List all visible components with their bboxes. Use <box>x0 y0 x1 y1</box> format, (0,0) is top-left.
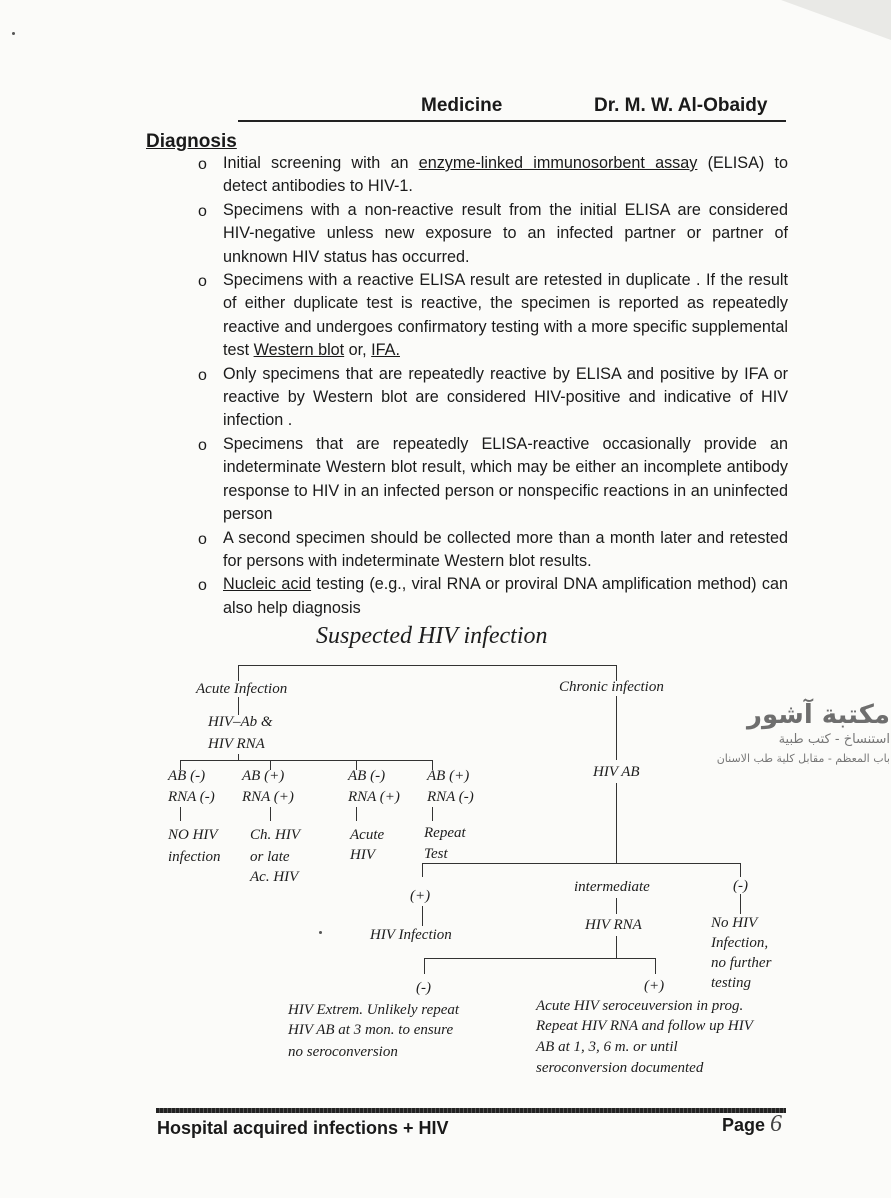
negative-outcome-line-3: no seroconversion <box>288 1044 398 1060</box>
list-item: o Only specimens that are repeatedly reactive by ELISA and positive by IFA or reactive by Western blot are considered HIV-positive and indicative of HIV infection . <box>198 364 788 430</box>
connector-line <box>238 665 616 666</box>
bullet-marker: o <box>198 202 207 220</box>
acute-test-line-2: HIV RNA <box>208 736 265 752</box>
case-3-ab: AB (-) <box>348 768 386 784</box>
header-subject: Medicine <box>421 95 503 116</box>
case-2-ab: AB (+) <box>242 768 285 784</box>
footer-title: Hospital acquired infections + HIV <box>157 1118 449 1138</box>
result-2-line-1: Ch. HIV <box>250 827 300 843</box>
case-3-rna: RNA (+) <box>348 789 400 805</box>
acute-infection-label: Acute Infection <box>196 681 288 697</box>
bullet-marker: o <box>198 436 207 454</box>
connector-line <box>356 807 357 821</box>
connector-line <box>422 863 740 864</box>
hiv-diagnosis-flowchart <box>0 620 891 1090</box>
list-item: o Specimens that are repeatedly ELISA-reactive occasionally provide an indeterminate Western blot result, which may be either an incomplete antibody response to HIV in an infected person or nonspecific reactions in an uninfected person <box>198 434 788 524</box>
stamp-line-3: باب المعظم - مقابل كلية طب الاسنان <box>716 752 890 765</box>
list-item: o A second specimen should be collected more than a month later and retested for persons with indeterminate Western blot results. <box>198 528 788 570</box>
case-1-rna: RNA (-) <box>168 789 215 805</box>
no-infection-line-2: Infection, <box>711 935 769 951</box>
no-infection-line-3: no further <box>711 955 772 971</box>
acute-test-line-1: HIV–Ab & <box>208 714 273 730</box>
bullet-marker: o <box>198 530 207 548</box>
ab-negative-label: (-) <box>733 878 748 894</box>
bullet-marker: o <box>198 156 207 173</box>
list-item: o Nucleic acid testing (e.g., viral RNA or proviral DNA amplification method) can also help diagnosis <box>198 575 788 617</box>
diagnosis-list <box>198 152 788 620</box>
term-ifa: IFA. <box>371 341 400 360</box>
list-item: o Initial screening with an enzyme-linked immunosorbent assay (ELISA) to detect antibodies to HIV-1. <box>198 154 789 196</box>
result-4-line-1: Repeat <box>424 825 466 841</box>
result-2-line-3: Ac. HIV <box>250 869 299 885</box>
connector-line <box>740 894 741 914</box>
hiv-infection-label: HIV Infection <box>370 927 452 943</box>
stamp-line-1: مكتبة آشور <box>746 700 890 730</box>
connector-line <box>432 807 433 821</box>
connector-line <box>740 863 741 877</box>
result-2-line-2: or late <box>250 849 290 865</box>
connector-line <box>424 958 425 974</box>
negative-outcome-line-2: HIV AB at 3 mon. to ensure <box>288 1022 454 1038</box>
connector-line <box>616 783 617 863</box>
ab-positive-label: (+) <box>410 888 431 904</box>
stamp-line-2: استنساخ - كتب طبية <box>778 732 890 747</box>
header-rule <box>238 120 786 122</box>
term-elisa: enzyme-linked immunosorbent assay <box>418 154 698 172</box>
no-infection-line-4: testing <box>711 975 751 991</box>
connector-line <box>616 696 617 760</box>
case-4-rna: RNA (-) <box>427 789 474 805</box>
scan-speck <box>12 32 15 35</box>
connector-line <box>422 906 423 926</box>
ab-intermediate-label: intermediate <box>574 879 650 895</box>
bullet-marker: o <box>198 577 207 595</box>
connector-line <box>655 958 656 974</box>
bullet-marker: o <box>198 273 207 291</box>
section-title: Diagnosis <box>146 131 237 152</box>
chronic-test-label: HIV AB <box>593 764 640 780</box>
connector-line <box>424 958 656 959</box>
no-infection-line-1: No HIV <box>711 915 758 931</box>
positive-outcome-line-2: Repeat HIV RNA and follow up HIV <box>536 1018 753 1034</box>
case-2-rna: RNA (+) <box>242 789 294 805</box>
rna-negative-label: (-) <box>416 980 431 996</box>
positive-outcome-line-1: Acute HIV seroceuversion in prog. <box>536 998 744 1014</box>
connector-line <box>616 936 617 958</box>
scan-speck <box>319 931 322 934</box>
result-1-line-1: NO HIV <box>168 827 218 843</box>
connector-line <box>616 898 617 914</box>
list-item: o Specimens with a reactive ELISA result are retested in duplicate . If the result of either duplicate test is reactive, the specimen is reported as repeatedly reactive and undergoes confirmatory testing with a more specific supplemental test Western blot or, IFA. <box>198 271 788 360</box>
bullet-marker: o <box>198 366 207 384</box>
connector-line <box>180 760 432 761</box>
case-4-ab: AB (+) <box>427 768 470 784</box>
list-item: o Specimens with a non-reactive result from the initial ELISA are considered HIV-negative unless new exposure to an infected partner or partner of unknown HIV status has occurred. <box>198 200 788 266</box>
case-1-ab: AB (-) <box>168 768 206 784</box>
result-3-line-1: Acute <box>350 827 385 843</box>
term-nucleic-acid: Nucleic acid <box>223 575 312 594</box>
connector-line <box>270 807 271 821</box>
result-1-line-2: infection <box>168 849 221 865</box>
flowchart-title: Suspected HIV infection <box>316 623 548 649</box>
page-corner <box>781 0 891 40</box>
positive-outcome-line-4: seroconversion documented <box>536 1060 704 1076</box>
page-number <box>722 1111 782 1138</box>
footer-rule <box>156 1108 786 1113</box>
positive-outcome-line-3: AB at 1, 3, 6 m. or until <box>536 1039 678 1055</box>
page-label: Page <box>722 1115 766 1135</box>
negative-outcome-line-1: HIV Extrem. Unlikely repeat <box>288 1002 460 1018</box>
chronic-infection-label: Chronic infection <box>559 679 664 695</box>
rna-positive-label: (+) <box>644 978 665 994</box>
hiv-rna-label: HIV RNA <box>585 917 642 933</box>
connector-line <box>180 807 181 821</box>
page-number-value: 6 <box>770 1111 783 1137</box>
result-4-line-2: Test <box>424 846 448 862</box>
connector-line <box>422 863 423 877</box>
library-stamp <box>700 700 890 780</box>
term-western-blot: Western blot <box>253 341 345 360</box>
result-3-line-2: HIV <box>350 847 375 863</box>
header-author: Dr. M. W. Al-Obaidy <box>594 95 768 116</box>
